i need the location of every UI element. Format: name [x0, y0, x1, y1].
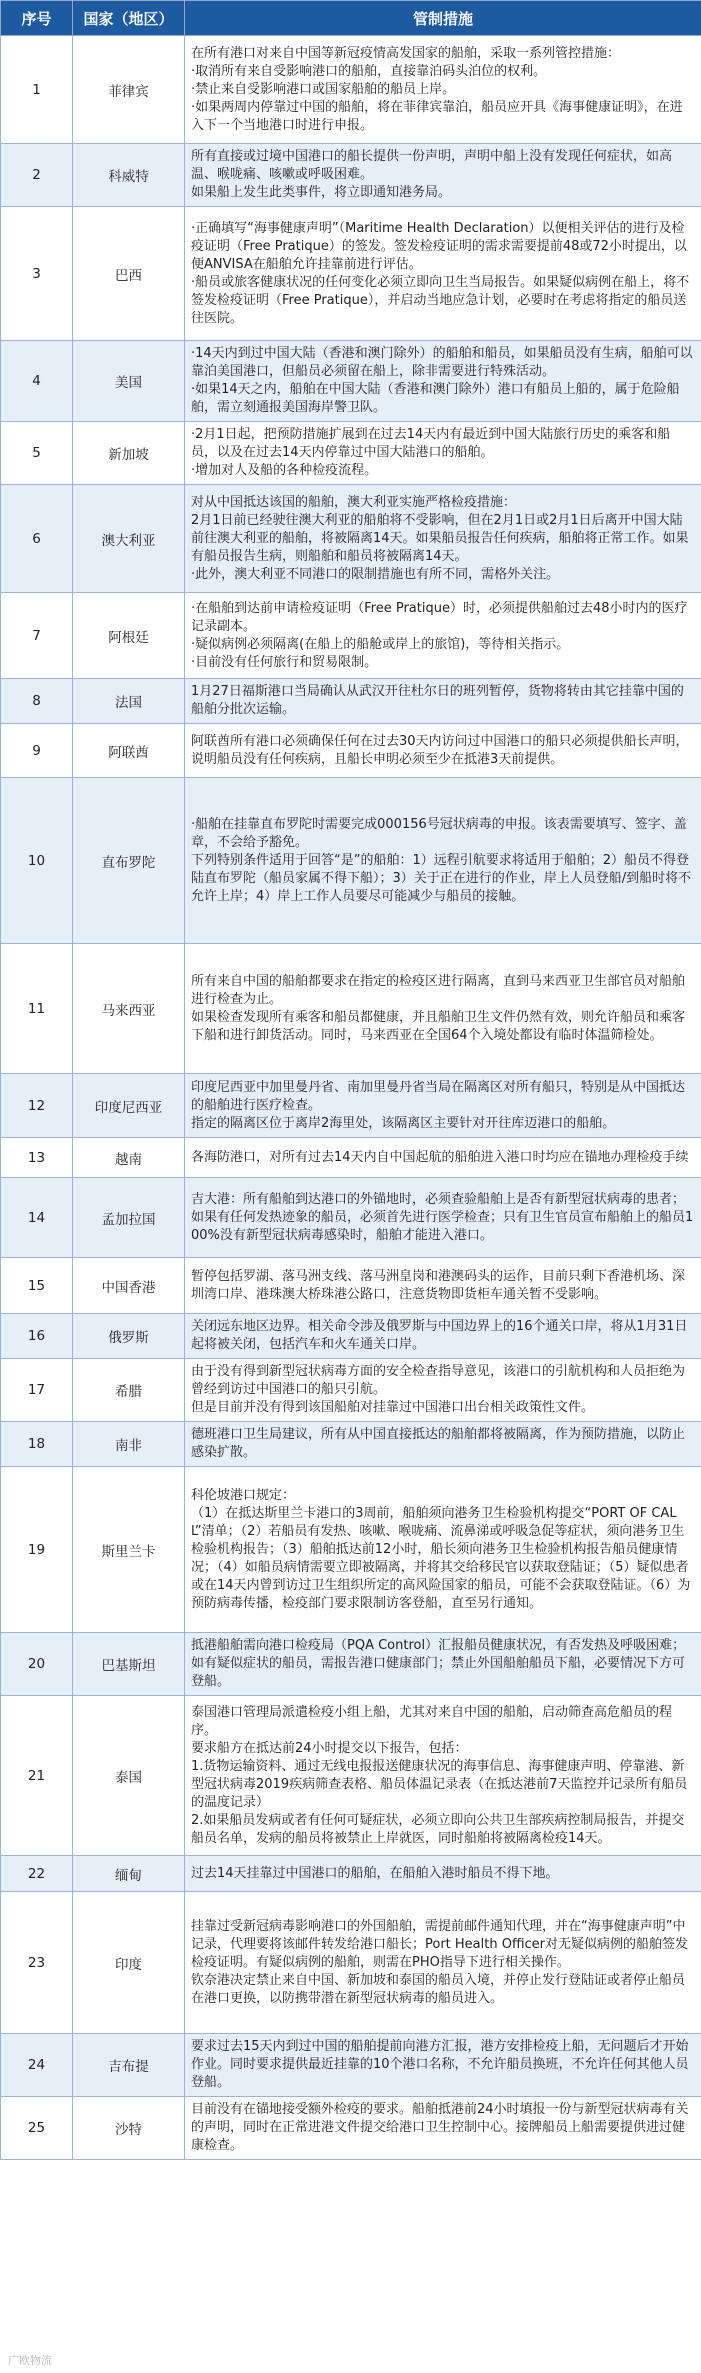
row-country: 阿根廷: [73, 593, 185, 679]
row-number: 7: [1, 593, 73, 679]
row-number: 1: [1, 36, 73, 144]
row-number: 24: [1, 2034, 73, 2097]
table-row: [1, 422, 701, 485]
table-row: [1, 1178, 701, 1258]
row-measures: [185, 593, 701, 679]
measure-text: 由于没有得到新型冠状病毒方面的安全检查指导意见，该港口的引航机构和人员拒绝为曾经到访过中国港口的船只引航。: [191, 1364, 686, 1397]
row-country: 孟加拉国: [73, 1178, 185, 1258]
table-row: [1, 1892, 701, 2034]
row-measures: [185, 1074, 701, 1138]
row-country: 中国香港: [73, 1258, 185, 1314]
row-country: 巴基斯坦: [73, 1633, 185, 1696]
measure-text: 目前没有在锚地接受额外检疫的要求。船舶抵港前24小时填报一份与新型冠状病毒有关的声明，同时在正常进港文件提交给港口卫生控制中心。接牌船员上船需要提供进过健康检查。: [191, 2102, 689, 2153]
row-measures: [185, 2034, 701, 2097]
measure-text: 1月27日福斯港口当局确认从武汉开往杜尔日的班列暂停，货物将转由其它挂靠中国的船舶分批次运输。: [191, 684, 684, 717]
table-row: [1, 144, 701, 207]
measure-text: ·如果两周内停靠过中国的船舶，将在菲律宾靠泊，船员应开具《海事健康证明》，在进入下一个当地港口时进行申报。: [191, 99, 683, 133]
table-row: [1, 944, 701, 1074]
table-row: [1, 1074, 701, 1138]
row-number: 3: [1, 207, 73, 341]
row-country: 越南: [73, 1138, 185, 1178]
row-country: 阿联酋: [73, 724, 185, 778]
row-country: 马来西亚: [73, 944, 185, 1074]
row-country: 斯里兰卡: [73, 1467, 185, 1633]
measure-text: ·2月1日起，把预防措施扩展到在过去14天内有最近到中国大陆旅行历史的乘客和船员，以及在过去14天内停靠过中国大陆港口的船舶。: [191, 427, 671, 460]
row-measures: [185, 1422, 701, 1467]
row-measures: [185, 724, 701, 778]
row-country: 菲律宾: [73, 36, 185, 144]
table-row: [1, 2097, 701, 2160]
row-country: 法国: [73, 679, 185, 724]
row-measures: [185, 1314, 701, 1359]
measure-text: 科伦坡港口规定：: [191, 1487, 296, 1503]
row-country: 直布罗陀: [73, 778, 185, 944]
table-row: [1, 679, 701, 724]
row-country: 吉布提: [73, 2034, 185, 2097]
row-measures: [185, 1696, 701, 1856]
table-row: [1, 2034, 701, 2097]
measure-text: 1.货物运输资料、通过无线电报报送健康状况的海事信息、海事健康声明、停靠港、新型冠状病毒2019疾病筛查表格、船员体温记录表（在抵达港前7天监控并记录所有船员的温度记录）: [191, 1758, 688, 1810]
table-row: [1, 1359, 701, 1422]
row-number: 5: [1, 422, 73, 485]
row-country: 缅甸: [73, 1856, 185, 1892]
row-measures: [185, 1467, 701, 1633]
measure-text: ·取消所有来自受影响港口的船舶，直接靠泊码头泊位的权利。: [191, 63, 547, 79]
table-row: [1, 1856, 701, 1892]
header-measures: 管制措施: [185, 1, 701, 36]
row-country: 美国: [73, 341, 185, 422]
measure-text: 2.如果船员发病或者有任何可疑症状，必须立即向公共卫生部疾病控制局报告，并提交船员名单，发病的船员将被禁止上岸就医，同时船舶将被隔离检疫14天。: [191, 1812, 685, 1846]
row-measures: [185, 422, 701, 485]
row-measures: [185, 2097, 701, 2160]
measure-text: 下列特别条件适用于回答“是”的船舶：1）远程引航要求将适用于船舶；2）船员不得登陆直布罗陀（船员家属不得下船）；3）关于正在进行的作业，岸上人员登船/到船时将不允许上岸；4）岸上工作人员要尽可能减少与船员的接触。: [191, 852, 692, 904]
row-number: 15: [1, 1258, 73, 1314]
measure-text: 关闭远东地区边界。相关命令涉及俄罗斯与中国边界上的16个通关口岸，将从1月31日起将被关闭，包括汽车和火车通关口岸。: [191, 1319, 688, 1352]
row-country: 南非: [73, 1422, 185, 1467]
measure-text: 阿联酋所有港口必须确保任何在过去30天内访问过中国港口的船只必须提供船长声明，说明船员没有任何疾病，且船长申明必须至少在抵港3天前提供。: [191, 733, 689, 767]
row-number: 9: [1, 724, 73, 778]
measure-text: 钦奈港决定禁止来自中国、新加坡和泰国的船员入境，并停止发行登陆证或者停止船员在港口更换，以防携带潜在新型冠状病毒的船员进入。: [191, 1972, 686, 2006]
measure-text: ·在船舶到达前申请检疫证明（Free Pratique）时，必须提供船舶过去48小时内的医疗记录副本。: [191, 600, 688, 634]
measure-text: ·14天内到过中国大陆（香港和澳门除外）的船舶和船员，如果船员没有生病，船舶可以靠泊美国港口，但船员必须留在船上，除非需要进行特殊活动。: [191, 346, 693, 379]
footer-watermark: 广欧物流: [8, 2354, 52, 2367]
measure-text: 印度尼西亚中加里曼丹省、南加里曼丹省当局在隔离区对所有船只，特别是从中国抵达的船舶进行医疗检查。: [191, 1079, 686, 1113]
table-row: [1, 1258, 701, 1314]
row-number: 18: [1, 1422, 73, 1467]
row-country: 巴西: [73, 207, 185, 341]
row-number: 12: [1, 1074, 73, 1138]
row-number: 20: [1, 1633, 73, 1696]
measure-text: ·船舶在挂靠直布罗陀时需要完成000156号冠状病毒的申报。该表需要填写、签字、盖章，不会给予豁免。: [191, 816, 687, 850]
table-row: [1, 485, 701, 593]
table-row: [1, 1422, 701, 1467]
table-row: [1, 207, 701, 341]
measure-text: 各海防港口，对所有过去14天内自中国起航的船舶进入港口时均应在锚地办理检疫手续: [191, 1149, 689, 1165]
row-measures: [185, 1856, 701, 1892]
table-row: [1, 1138, 701, 1178]
row-number: 11: [1, 944, 73, 1074]
measure-text: ·增加对人及船的各种检疫流程。: [191, 463, 378, 478]
row-country: 印度尼西亚: [73, 1074, 185, 1138]
row-number: 25: [1, 2097, 73, 2160]
measure-text: 但是目前并没有得到该国船舶对挂靠过中国港口出台相关政策性文件。: [191, 1400, 595, 1415]
measure-text: 泰国港口管理局派遣检疫小组上船，尤其对来自中国的船舶，启动筛查高危船员的程序。: [191, 1704, 673, 1738]
row-number: 22: [1, 1856, 73, 1892]
row-country: 沙特: [73, 2097, 185, 2160]
measure-text: 暂停包括罗湖、落马洲支线、落马洲皇岗和港澳码头的运作，目前只剩下香港机场、深圳湾口岸、港珠澳大桥珠港公路口，注意货物即货柜车通关暂不受影响。: [191, 1268, 686, 1302]
measure-text: ·此外，澳大利亚不同港口的限制措施也有所不同，需格外关注。: [191, 566, 560, 582]
row-country: 科威特: [73, 144, 185, 207]
measure-text: 对从中国抵达该国的船舶，澳大利亚实施严格检疫措施：: [191, 494, 517, 510]
table-row: [1, 1696, 701, 1856]
row-number: 8: [1, 679, 73, 724]
header-no: 序号: [1, 1, 73, 36]
row-country: 俄罗斯: [73, 1314, 185, 1359]
row-measures: [185, 778, 701, 944]
measure-text: 过去14天挂靠过中国港口的船舶，在船舶入港时船员不得下地。: [191, 1865, 559, 1881]
row-number: 17: [1, 1359, 73, 1422]
row-measures: [185, 1359, 701, 1422]
measure-text: 要求过去15天内到过中国的船舶提前向港方汇报，港方安排检疫上船，无问题后才开始作业。同时要求提供最近挂靠的10个港口名称，不允许船员换班，不允许任何其他人员登船。: [191, 2039, 689, 2090]
measure-text: 指定的隔离区位于离岸2海里处，该隔离区主要针对开往库迈港口的船舶。: [191, 1115, 616, 1131]
row-measures: [185, 207, 701, 341]
row-number: 2: [1, 144, 73, 207]
row-measures: [185, 679, 701, 724]
measure-text: 抵港船舶需向港口检疫局（PQA Control）汇报船员健康状况，有否发热及呼吸困难；如有疑似症状的船员，需报告港口健康部门；禁止外国船舶船员下船，必要情况下方可登船。: [191, 1638, 686, 1689]
measure-text: 如果船上发生此类事件，将立即通知港务局。: [191, 185, 452, 200]
measure-text: ·正确填写“海事健康声明”（Maritime Health Declaration）以便相关评估的进行及检疫证明（Free Pratique）的签发。签发检疫证明的需求需要提前48或72小时提出，以便ANVISA在船舶允许挂靠前进行评估。: [191, 220, 687, 272]
row-number: 13: [1, 1138, 73, 1178]
table-body: [1, 36, 701, 2160]
row-measures: [185, 36, 701, 144]
row-measures: [185, 1178, 701, 1258]
table-row: [1, 341, 701, 422]
row-number: 16: [1, 1314, 73, 1359]
row-number: 4: [1, 341, 73, 422]
measure-text: 在所有港口对来自中国等新冠疫情高发国家的船舶，采取一系列管控措施：: [191, 45, 621, 61]
row-measures: [185, 341, 701, 422]
row-country: 澳大利亚: [73, 485, 185, 593]
row-country: 希腊: [73, 1359, 185, 1422]
row-number: 10: [1, 778, 73, 944]
table-header-row: [1, 1, 701, 36]
measure-text: （1）在抵达斯里兰卡港口的3周前，船舶须向港务卫生检验机构提交“PORT OF CALL”清单；（2）若船员有发热、咳嗽、喉咙痛、流鼻涕或呼吸急促等症状，须向港务卫生检验机构报告；（3）船舶抵达前12小时，船长须向港务卫生检验机构报告船员健康情况；（4）如船员病情需要立即被隔离，并将其交给移民官以获取登陆证；（5）疑似患者或在14天内曾到访过卫生组织所定的高风险国家的船员，可能不会获取登陆证。（6）为预防病毒传播，检疫部门要求限制访客登船，直至另行通知。: [191, 1505, 691, 1611]
row-number: 19: [1, 1467, 73, 1633]
table-row: [1, 778, 701, 944]
row-measures: [185, 1633, 701, 1696]
measure-text: 德班港口卫生局建议，所有从中国直接抵达的船舶都将被隔离，作为预防措施，以防止感染扩散。: [191, 1427, 686, 1460]
measure-text: 要求船方在抵达前24小时提交以下报告，包括：: [191, 1740, 468, 1756]
measure-text: ·禁止来自受影响港口或国家船舶的船员上岸。: [191, 81, 456, 97]
row-country: 新加坡: [73, 422, 185, 485]
measure-text: ·如果14天之内，船舶在中国大陆（香港和澳门除外）港口有船员上船的，属于危险船舶，需立刻通报美国海岸警卫队。: [191, 382, 680, 415]
row-number: 14: [1, 1178, 73, 1258]
row-country: 泰国: [73, 1696, 185, 1856]
row-measures: [185, 1258, 701, 1314]
table-row: [1, 1467, 701, 1633]
measure-text: 挂靠过受新冠病毒影响港口的外国船舶，需提前邮件通知代理，并在“海事健康声明”中记录，代理要将该邮件转发给港口船长；Port Health Officer对无疑似病例的船舶签发检疫证明。有疑似病例的船舶，则需在PHO指导下进行相关操作。: [191, 1918, 689, 1970]
table-row: [1, 1633, 701, 1696]
row-measures: [185, 1138, 701, 1178]
table-row: [1, 593, 701, 679]
row-number: 23: [1, 1892, 73, 2034]
row-measures: [185, 1892, 701, 2034]
measure-text: ·目前没有任何旅行和贸易限制。: [191, 654, 378, 670]
header-country: 国家（地区）: [73, 1, 185, 36]
row-number: 6: [1, 485, 73, 593]
row-measures: [185, 485, 701, 593]
measure-text: ·船员或旅客健康状况的任何变化必须立即向卫生当局报告。如果疑似病例在船上，将不签发检疫证明（Free Pratique），并启动当地应急计划，必要时在考虑将指定的船员送往医院。: [191, 274, 690, 326]
table-row: [1, 1314, 701, 1359]
measure-text: 所有直接或过境中国港口的船长提供一份声明，声明中船上没有发现任何症状，如高温、喉咙痛、咳嗽或呼吸困难。: [191, 149, 673, 182]
row-measures: [185, 144, 701, 207]
measure-text: 2月1日前已经驶往澳大利亚的船舶将不受影响，但在2月1日或2月1日后离开中国大陆前往澳大利亚的船舶，将被隔离14天。如果船员报告任何疾病，船舶将正常工作。如果有船员报告生病，则船舶和船员将被隔离14天。: [191, 512, 689, 564]
row-measures: [185, 944, 701, 1074]
row-country: 印度: [73, 1892, 185, 2034]
measure-text: ·疑似病例必须隔离(在船上的船舱或岸上的旅馆)，等待相关指示。: [191, 636, 570, 652]
measure-text: 所有来自中国的船舶都要求在指定的检疫区进行隔离，直到马来西亚卫生部官员对船舶进行检查为止。: [191, 973, 686, 1007]
measure-text: 如果检查发现所有乘客和船员都健康，并且船舶卫生文件仍然有效，则允许船员和乘客下船和进行卸货活动。同时，马来西亚在全国64个入境处都设有临时体温筛检处。: [191, 1009, 686, 1043]
measure-text: 吉大港：所有船舶到达港口的外锚地时，必须查验船舶上是否有新型冠状病毒的患者；如果有任何发热迹象的船员，必须首先进行医学检查；只有卫生官员宣布船舶上的船员100%没有新型冠状病毒感染时，船舶才能进入港口。: [191, 1191, 694, 1243]
table-row: [1, 36, 701, 144]
row-number: 21: [1, 1696, 73, 1856]
table-row: [1, 724, 701, 778]
